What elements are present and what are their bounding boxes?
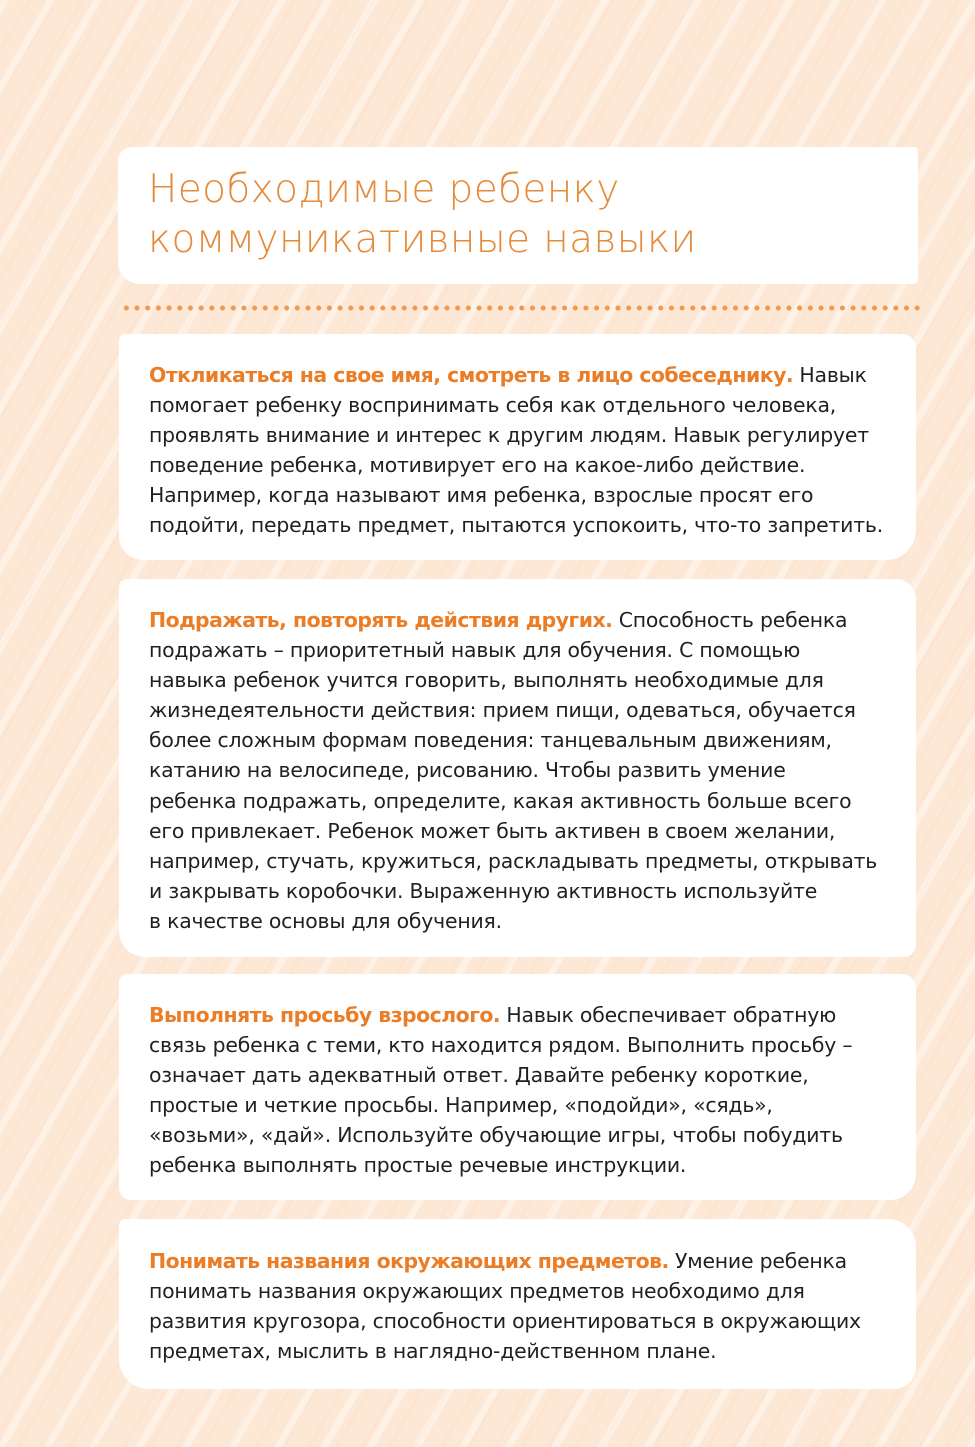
page-title bbox=[148, 165, 918, 265]
skill-line: ребенка выполнять простые речевые инструкции. bbox=[149, 1153, 687, 1178]
skill-line: ребенка подражать, определите, какая активность больше всего bbox=[149, 788, 852, 813]
skill-line: «возьми», «дай». Используйте обучающие игры, чтобы побудить bbox=[149, 1123, 843, 1148]
skill-line-rest: Умение ребенка bbox=[668, 1249, 847, 1273]
skill-card-object-names bbox=[119, 1219, 916, 1389]
skill-text bbox=[149, 360, 902, 541]
skill-line: простые и четкие просьбы. Например, «подойди», «сядь», bbox=[149, 1093, 773, 1118]
skill-line: жизнедеятельности действия: прием пищи, одеваться, обучается bbox=[149, 698, 856, 723]
skill-lead: Понимать названия окружающих предметов. bbox=[149, 1249, 669, 1273]
skill-text bbox=[149, 1000, 902, 1181]
skill-line: например, стучать, кружиться, раскладывать предметы, открывать bbox=[149, 848, 878, 873]
skill-line: навыка ребенок учится говорить, выполнять необходимые для bbox=[149, 668, 824, 693]
skill-line: и закрывать коробочки. Выраженную активность используйте bbox=[149, 878, 818, 903]
dotted-divider bbox=[121, 303, 921, 313]
skill-card-imitate bbox=[119, 579, 916, 957]
skill-first-line bbox=[149, 1000, 902, 1030]
page-title-line: коммуникативные навыки bbox=[148, 217, 697, 262]
skill-line: катанию на велосипеде, рисованию. Чтобы развить умение bbox=[149, 758, 786, 783]
skill-card-respond-to-name bbox=[119, 334, 916, 560]
skill-first-line bbox=[149, 1246, 902, 1276]
skill-line: более сложным формам поведения: танцевальным движениям, bbox=[149, 728, 832, 753]
skill-card-follow-request bbox=[119, 974, 916, 1200]
skill-line: связь ребенка с теми, кто находится рядом. Выполнить просьбу – bbox=[149, 1033, 853, 1058]
skill-line: его привлекает. Ребенок может быть активен в своем желании, bbox=[149, 818, 836, 843]
skill-line: подражать – приоритетный навык для обучения. С помощью bbox=[149, 638, 801, 663]
skill-line-rest: Способность ребенка bbox=[612, 608, 848, 632]
skill-first-line bbox=[149, 605, 902, 635]
skill-line: помогает ребенку воспринимать себя как отдельного человека, bbox=[149, 393, 837, 418]
skill-lead: Выполнять просьбу взрослого. bbox=[149, 1003, 501, 1027]
skill-line: проявлять внимание и интерес к другим людям. Навык регулирует bbox=[149, 423, 869, 448]
skill-line-rest: Навык обеспечивает обратную bbox=[500, 1003, 837, 1027]
page-title-line: Необходимые ребенку bbox=[148, 167, 620, 212]
skill-line: в качестве основы для обучения. bbox=[149, 908, 502, 933]
skill-line: означает дать адекватный ответ. Давайте ребенку короткие, bbox=[149, 1063, 809, 1088]
skill-line-rest: Навык bbox=[793, 363, 867, 387]
skill-text bbox=[149, 1246, 902, 1366]
skill-line: развития кругозора, способности ориентироваться в окружающих bbox=[149, 1309, 861, 1334]
skill-lead: Подражать, повторять действия других. bbox=[149, 608, 613, 632]
title-box bbox=[118, 147, 918, 284]
skill-line: предметах, мыслить в наглядно-действенном плане. bbox=[149, 1339, 717, 1364]
skill-line: понимать названия окружающих предметов необходимо для bbox=[149, 1279, 805, 1304]
skill-line: поведение ребенка, мотивирует его на какое-либо действие. bbox=[149, 453, 806, 478]
skill-line: Например, когда называют имя ребенка, взрослые просят его bbox=[149, 483, 814, 508]
skill-lead: Откликаться на свое имя, смотреть в лицо собеседнику. bbox=[149, 363, 794, 387]
skill-first-line bbox=[149, 360, 902, 390]
skill-line: подойти, передать предмет, пытаются успокоить, что-то запретить. bbox=[149, 513, 883, 538]
skill-text bbox=[149, 605, 902, 936]
